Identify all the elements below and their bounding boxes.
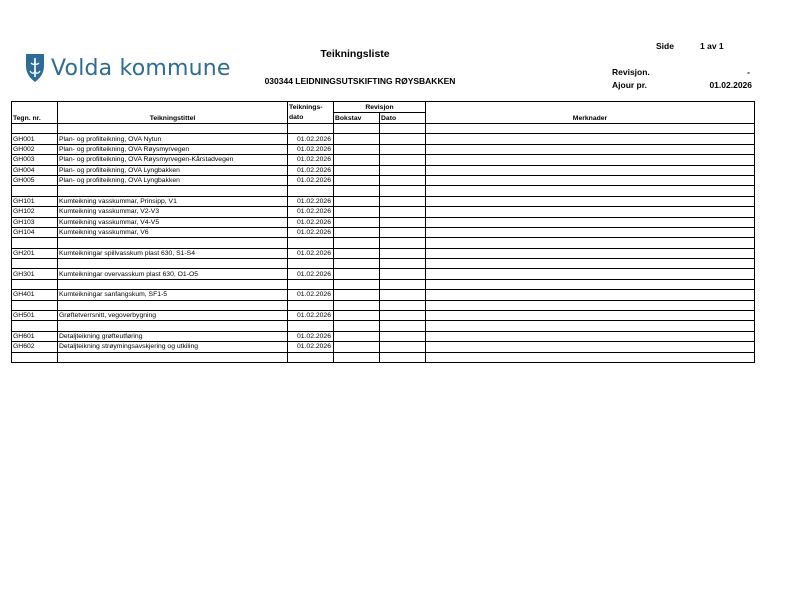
cell-teikningstittel: Kumteikning vasskummar, Prinsipp, V1 (58, 196, 288, 206)
cell-rev-dato (380, 144, 426, 154)
cell-teikningsdato (288, 124, 334, 134)
table-row (12, 144, 755, 154)
cell-merknader (426, 144, 755, 154)
cell-tegn-nr: GH004 (12, 165, 58, 175)
drawing-list-table (11, 101, 755, 363)
cell-rev-dato (380, 259, 426, 269)
cell-bokstav (334, 238, 380, 248)
cell-tegn-nr (12, 124, 58, 134)
cell-teikningsdato: 01.02.2026 (288, 331, 334, 341)
table-row (12, 321, 755, 331)
cell-teikningsdato: 01.02.2026 (288, 134, 334, 144)
table-row (12, 175, 755, 185)
cell-teikningstittel (58, 321, 288, 331)
table-row (12, 290, 755, 300)
cell-teikningsdato: 01.02.2026 (288, 290, 334, 300)
cell-bokstav (334, 321, 380, 331)
header-dato: dato (288, 113, 334, 124)
header-rev-dato: Dato (380, 113, 426, 124)
cell-bokstav (334, 134, 380, 144)
cell-teikningstittel: Kumteikning vasskummar, V2-V3 (58, 207, 288, 217)
cell-teikningsdato (288, 300, 334, 310)
cell-bokstav (334, 279, 380, 289)
cell-teikningstittel: Kumteikning vasskummar, V6 (58, 227, 288, 237)
cell-teikningstittel: Kumteikning vasskummar, V4-V5 (58, 217, 288, 227)
cell-teikningsdato (288, 259, 334, 269)
cell-rev-dato (380, 331, 426, 341)
revisjon-label: Revisjon. (612, 67, 650, 77)
cell-teikningsdato: 01.02.2026 (288, 217, 334, 227)
cell-bokstav (334, 124, 380, 134)
cell-merknader (426, 279, 755, 289)
cell-rev-dato (380, 300, 426, 310)
cell-tegn-nr: GH002 (12, 144, 58, 154)
cell-merknader (426, 259, 755, 269)
cell-rev-dato (380, 227, 426, 237)
table-row (12, 217, 755, 227)
cell-merknader (426, 321, 755, 331)
header-merknader: Merknader (426, 102, 755, 124)
cell-bokstav (334, 207, 380, 217)
cell-tegn-nr: GH201 (12, 248, 58, 258)
cell-merknader (426, 227, 755, 237)
cell-bokstav (334, 331, 380, 341)
cell-tegn-nr: GH104 (12, 227, 58, 237)
cell-teikningsdato: 01.02.2026 (288, 227, 334, 237)
cell-teikningsdato: 01.02.2026 (288, 144, 334, 154)
cell-tegn-nr (12, 352, 58, 362)
cell-tegn-nr (12, 259, 58, 269)
table-row (12, 259, 755, 269)
table-row (12, 196, 755, 206)
cell-merknader (426, 311, 755, 321)
project-title: 030344 LEIDNINGSUTSKIFTING RØYSBAKKEN (264, 76, 456, 86)
cell-teikningsdato: 01.02.2026 (288, 165, 334, 175)
cell-teikningstittel: Plan- og profilteikning, OVA Røysmyrvegen (58, 144, 288, 154)
cell-rev-dato (380, 290, 426, 300)
cell-tegn-nr (12, 186, 58, 196)
table-row (12, 269, 755, 279)
table-row (12, 227, 755, 237)
cell-tegn-nr: GH001 (12, 134, 58, 144)
table-row (12, 248, 755, 258)
header-teikningstittel: Teikningstittel (58, 102, 288, 124)
table-row (12, 238, 755, 248)
cell-bokstav (334, 155, 380, 165)
cell-bokstav (334, 352, 380, 362)
cell-tegn-nr: GH401 (12, 290, 58, 300)
cell-rev-dato (380, 342, 426, 352)
cell-teikningsdato: 01.02.2026 (288, 155, 334, 165)
cell-tegn-nr (12, 300, 58, 310)
table-row (12, 279, 755, 289)
ajour-value: 01.02.2026 (709, 80, 752, 90)
cell-bokstav (334, 227, 380, 237)
cell-teikningsdato: 01.02.2026 (288, 248, 334, 258)
cell-teikningstittel: Detaljteikning grøfteutføring (58, 331, 288, 341)
table-row (12, 207, 755, 217)
cell-merknader (426, 155, 755, 165)
header-revisjon: Revisjon (334, 102, 426, 113)
cell-tegn-nr: GH301 (12, 269, 58, 279)
cell-teikningstittel (58, 238, 288, 248)
cell-teikningstittel: Kumteikningar spillvasskum plast 630, S1-S4 (58, 248, 288, 258)
logo-text: Volda kommune (51, 55, 231, 81)
cell-rev-dato (380, 269, 426, 279)
table-row (12, 165, 755, 175)
page-title: Teikningsliste (320, 48, 390, 60)
cell-teikningsdato: 01.02.2026 (288, 175, 334, 185)
cell-bokstav (334, 290, 380, 300)
cell-rev-dato (380, 134, 426, 144)
side-label: Side (656, 41, 674, 51)
table-body (12, 124, 755, 363)
table-row (12, 352, 755, 362)
table-row (12, 155, 755, 165)
cell-rev-dato (380, 311, 426, 321)
cell-tegn-nr: GH003 (12, 155, 58, 165)
header-tegn-nr: Tegn. nr. (12, 102, 58, 124)
cell-teikningstittel (58, 259, 288, 269)
cell-tegn-nr: GH101 (12, 196, 58, 206)
cell-teikningstittel: Grøftetverrsnitt, vegoverbygning (58, 311, 288, 321)
cell-rev-dato (380, 207, 426, 217)
cell-teikningsdato (288, 238, 334, 248)
cell-bokstav (334, 248, 380, 258)
ajour-label: Ajour pr. (612, 80, 647, 90)
cell-teikningstittel (58, 352, 288, 362)
cell-merknader (426, 290, 755, 300)
cell-merknader (426, 238, 755, 248)
cell-tegn-nr: GH103 (12, 217, 58, 227)
cell-merknader (426, 165, 755, 175)
cell-bokstav (334, 259, 380, 269)
cell-merknader (426, 331, 755, 341)
cell-merknader (426, 342, 755, 352)
cell-merknader (426, 217, 755, 227)
cell-merknader (426, 175, 755, 185)
cell-teikningsdato (288, 186, 334, 196)
cell-merknader (426, 124, 755, 134)
cell-tegn-nr: GH602 (12, 342, 58, 352)
header-bokstav: Bokstav (334, 113, 380, 124)
cell-teikningsdato (288, 321, 334, 331)
cell-bokstav (334, 269, 380, 279)
cell-bokstav (334, 186, 380, 196)
table-row (12, 134, 755, 144)
cell-tegn-nr: GH501 (12, 311, 58, 321)
cell-bokstav (334, 300, 380, 310)
cell-rev-dato (380, 165, 426, 175)
table-row (12, 331, 755, 341)
cell-teikningstittel: Plan- og profilteikning, OVA Lyngbakken (58, 165, 288, 175)
cell-bokstav (334, 165, 380, 175)
cell-merknader (426, 269, 755, 279)
cell-rev-dato (380, 217, 426, 227)
cell-teikningstittel (58, 279, 288, 289)
cell-teikningstittel (58, 124, 288, 134)
cell-merknader (426, 134, 755, 144)
cell-rev-dato (380, 186, 426, 196)
cell-bokstav (334, 144, 380, 154)
cell-merknader (426, 352, 755, 362)
table-row (12, 342, 755, 352)
cell-rev-dato (380, 238, 426, 248)
table-row (12, 300, 755, 310)
cell-teikningstittel (58, 186, 288, 196)
cell-tegn-nr: GH601 (12, 331, 58, 341)
revisjon-value: - (747, 67, 750, 77)
cell-rev-dato (380, 196, 426, 206)
cell-rev-dato (380, 321, 426, 331)
table-row (12, 186, 755, 196)
coat-of-arms-icon (24, 52, 46, 84)
cell-bokstav (334, 196, 380, 206)
cell-teikningstittel (58, 300, 288, 310)
cell-merknader (426, 186, 755, 196)
cell-rev-dato (380, 124, 426, 134)
cell-teikningsdato: 01.02.2026 (288, 311, 334, 321)
header-teiknings: Teiknings- (288, 102, 334, 113)
cell-rev-dato (380, 279, 426, 289)
cell-teikningsdato: 01.02.2026 (288, 196, 334, 206)
cell-bokstav (334, 175, 380, 185)
cell-teikningstittel: Detaljteikning strøymingsavskjering og utkiling (58, 342, 288, 352)
cell-tegn-nr (12, 279, 58, 289)
cell-merknader (426, 248, 755, 258)
cell-rev-dato (380, 352, 426, 362)
cell-teikningsdato: 01.02.2026 (288, 269, 334, 279)
cell-merknader (426, 207, 755, 217)
cell-tegn-nr (12, 238, 58, 248)
cell-teikningstittel: Plan- og profilteikning, OVA Røysmyrvegen-Kårstadvegen (58, 155, 288, 165)
table-row (12, 311, 755, 321)
cell-teikningstittel: Kumteikningar sanfangskum, SF1-5 (58, 290, 288, 300)
cell-teikningstittel: Kumteikningar overvasskum plast 630, O1-O5 (58, 269, 288, 279)
cell-tegn-nr (12, 321, 58, 331)
cell-teikningstittel: Plan- og profilteikning, OVA Nytun (58, 134, 288, 144)
cell-teikningsdato: 01.02.2026 (288, 342, 334, 352)
cell-tegn-nr: GH102 (12, 207, 58, 217)
cell-teikningsdato (288, 279, 334, 289)
cell-bokstav (334, 311, 380, 321)
side-value: 1 av 1 (700, 41, 724, 51)
cell-merknader (426, 300, 755, 310)
cell-rev-dato (380, 155, 426, 165)
cell-teikningstittel: Plan- og profilteikning, OVA Lyngbakken (58, 175, 288, 185)
cell-rev-dato (380, 248, 426, 258)
cell-bokstav (334, 342, 380, 352)
cell-rev-dato (380, 175, 426, 185)
cell-teikningsdato (288, 352, 334, 362)
cell-teikningsdato: 01.02.2026 (288, 207, 334, 217)
table-row (12, 124, 755, 134)
cell-tegn-nr: GH005 (12, 175, 58, 185)
cell-bokstav (334, 217, 380, 227)
cell-merknader (426, 196, 755, 206)
